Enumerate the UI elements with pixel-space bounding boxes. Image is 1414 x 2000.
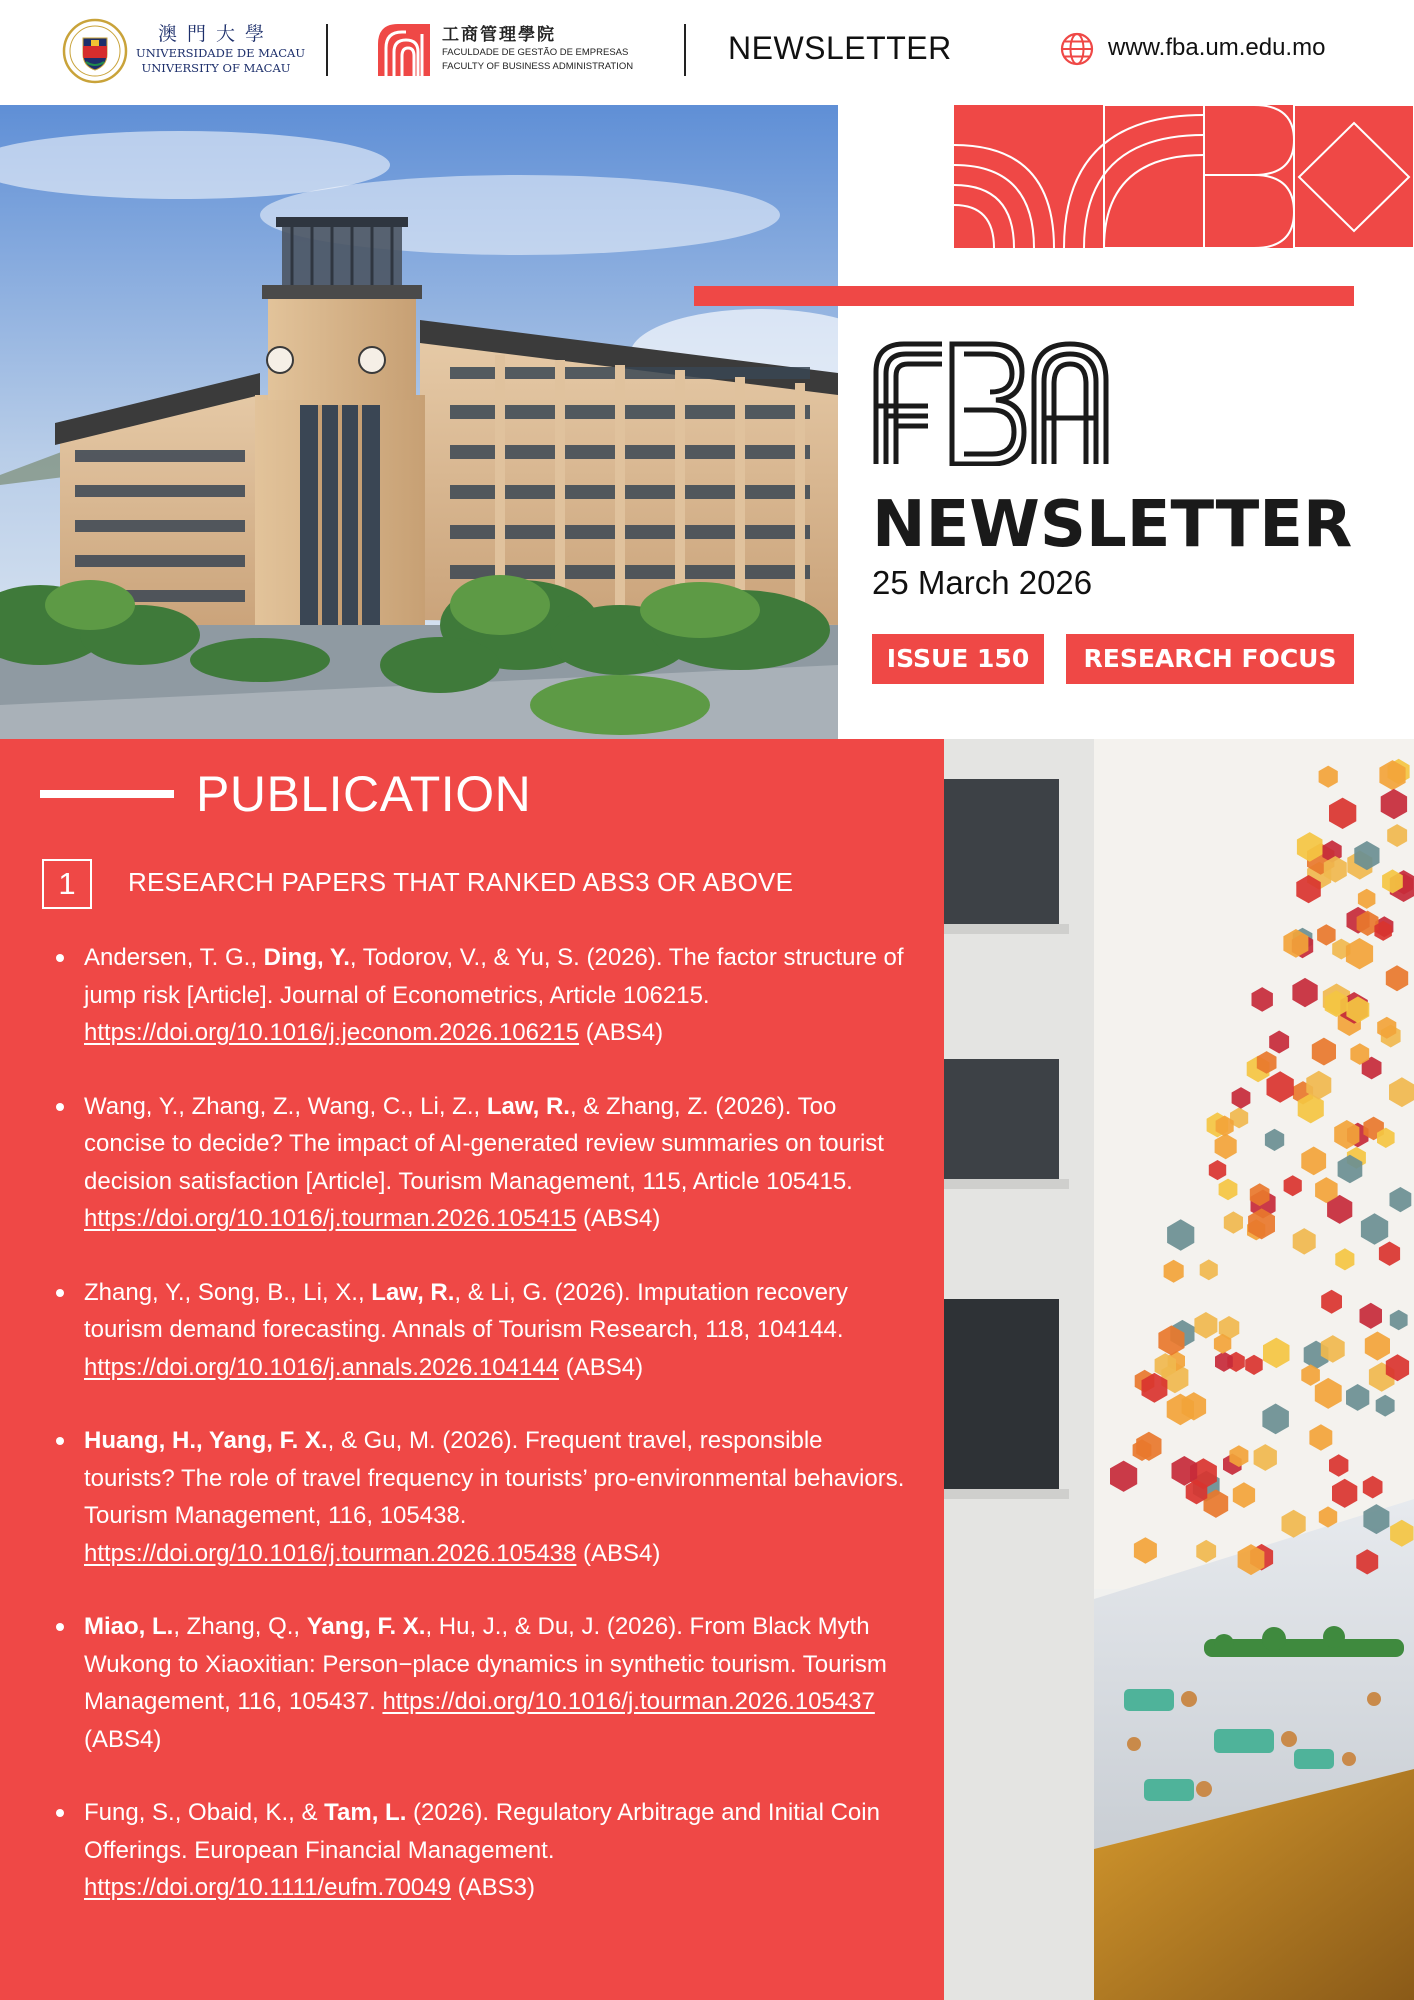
reference-text: (ABS4) — [559, 1353, 644, 1381]
reference-text: Wang, Y., Zhang, Z., Wang, C., Li, Z., — [84, 1092, 487, 1120]
reference-list — [52, 939, 912, 1943]
reference-item — [52, 1794, 912, 1907]
page-header — [0, 0, 1414, 105]
reference-text: Zhang, Y., Song, B., Li, X., — [84, 1278, 372, 1306]
fba-logo-text — [872, 340, 1112, 466]
reference-item — [52, 1274, 912, 1387]
reference-text: (2026). Regulatory Arbitrage and Initial Coin Offerings. European Financial Management. — [84, 1799, 880, 1864]
reference-text: , & Gu, M. (2026). Frequent travel, responsible tourists? The role of travel frequency in tourists’ pro-environmental behaviors. Tourism Management, 116, 105438. — [84, 1427, 905, 1529]
doi-link[interactable]: https://doi.org/10.1016/j.tourman.2026.105438 — [84, 1539, 577, 1567]
reference-text: (ABS4) — [579, 1019, 664, 1046]
reference-text: (ABS4) — [576, 1539, 661, 1567]
reference-text: (ABS4) — [84, 1725, 162, 1753]
um-name-chinese: 澳門大學 — [157, 23, 274, 45]
doi-link[interactable]: https://doi.org/10.1016/j.tourman.2026.105415 — [84, 1205, 577, 1232]
reference-text: Andersen, T. G., — [84, 944, 264, 971]
reference-item — [52, 939, 912, 1052]
fba-name-portuguese: FACULDADE DE GESTÃO DE EMPRESAS — [442, 47, 629, 58]
issue-date: 25 March 2026 — [872, 564, 1093, 601]
doi-link[interactable]: https://doi.org/10.1016/j.annals.2026.104144 — [84, 1353, 560, 1381]
publication-heading: PUBLICATION — [196, 766, 532, 822]
faculty-author-name: Yang, F. X. — [306, 1613, 426, 1640]
reference-item — [52, 1088, 912, 1238]
reference-text: , Todorov, V., & Yu, S. (2026). The factor structure of jump risk [Article]. Journal of Econometrics, Article 106215. — [84, 944, 904, 1009]
faculty-author-name: Law, R. — [371, 1278, 455, 1306]
research-focus-tag: RESEARCH FOCUS — [1066, 634, 1354, 684]
reference-item — [52, 1422, 912, 1572]
reference-text: , & Zhang, Z. (2026). Too concise to decide? The impact of AI-generated review summaries on tourist decision satisfaction [Article]. Tourism Management, 115, Article 105415. — [84, 1092, 884, 1195]
heading-rule — [40, 790, 174, 798]
reference-text: , Hu, J., & Du, J. (2026). From Black Myth Wukong to Xiaoxitian: Person−place dynamics in synthetic tourism. Tourism Management, 116, 105437. — [84, 1613, 887, 1715]
section-title: RESEARCH PAPERS THAT RANKED ABS3 OR ABOVE — [128, 867, 794, 897]
faculty-author-name: Tam, L. — [324, 1799, 407, 1826]
newsletter-title: NEWSLETTER — [872, 488, 1353, 562]
doi-link[interactable]: https://doi.org/10.1016/j.tourman.2026.105437 — [382, 1688, 875, 1715]
section-number-badge: 1 — [42, 859, 92, 909]
decorative-geometric-pattern — [954, 105, 1414, 248]
publication-section — [0, 739, 944, 2000]
header-divider — [684, 24, 686, 76]
faculty-author-name: Law, R. — [486, 1092, 570, 1120]
website-link[interactable]: www.fba.um.edu.mo — [1108, 34, 1326, 61]
reference-text: (ABS4) — [576, 1205, 661, 1232]
reference-text: , Zhang, Q., — [173, 1613, 307, 1640]
campus-building-photo — [0, 105, 838, 739]
accent-bar — [694, 286, 1354, 306]
fba-arcs-logo-icon[interactable] — [376, 22, 432, 78]
header-newsletter-label: NEWSLETTER — [728, 30, 952, 66]
reference-text: (ABS3) — [450, 1874, 535, 1901]
fba-name-english: FACULTY OF BUSINESS ADMINISTRATION — [442, 61, 634, 72]
faculty-author-name: Huang, H., Yang, F. X. — [84, 1427, 328, 1454]
atrium-mosaic-photo — [944, 739, 1414, 2000]
fba-name-chinese: 工商管理學院 — [442, 25, 556, 45]
um-name-portuguese: UNIVERSIDADE DE MACAU — [136, 46, 306, 60]
reference-item — [52, 1608, 912, 1758]
um-name-english: UNIVERSITY OF MACAU — [141, 61, 291, 75]
university-of-macau-logo[interactable] — [62, 18, 306, 84]
globe-icon — [1060, 32, 1094, 66]
header-divider — [326, 24, 328, 76]
doi-link[interactable]: https://doi.org/10.1111/eufm.70049 — [84, 1874, 451, 1901]
faculty-author-name: Ding, Y. — [263, 944, 350, 971]
reference-text: Fung, S., Obaid, K., & — [84, 1799, 325, 1826]
issue-number-tag: ISSUE 150 — [872, 634, 1044, 684]
fba-faculty-name — [442, 24, 633, 74]
faculty-author-name: Miao, L. — [84, 1613, 174, 1640]
reference-text: , & Li, G. (2026). Imputation recovery tourism demand forecasting. Annals of Tourism Research, 118, 104144. — [84, 1278, 848, 1343]
university-seal-icon — [62, 18, 128, 84]
doi-link[interactable]: https://doi.org/10.1016/j.jeconom.2026.106215 — [84, 1019, 580, 1046]
